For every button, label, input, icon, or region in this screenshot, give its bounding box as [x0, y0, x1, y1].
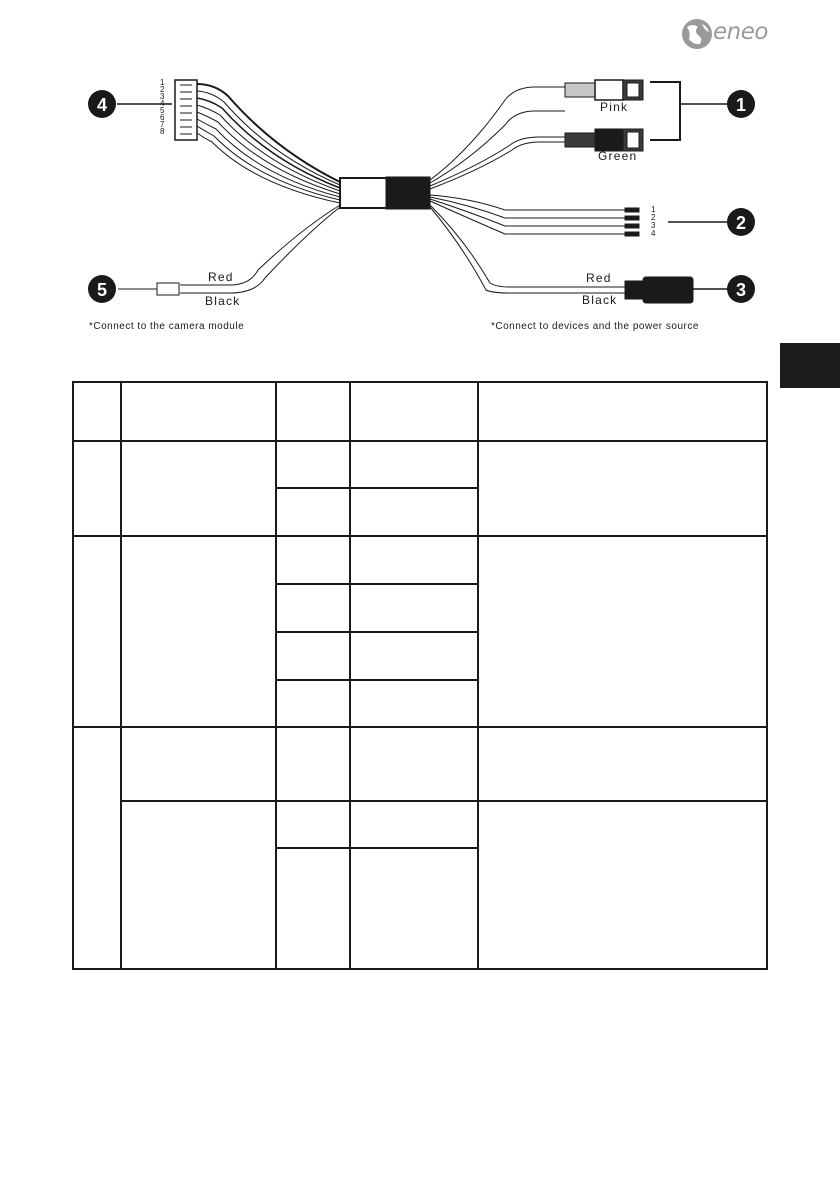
left-pin-label: 6	[160, 113, 165, 122]
callout-1	[727, 90, 755, 118]
table-cell	[478, 727, 767, 801]
table-cell	[121, 801, 276, 969]
left-pin-label: 5	[160, 106, 165, 115]
table-header-row	[73, 382, 767, 441]
module-black-label: Black	[205, 294, 241, 308]
right-pin-label: 4	[651, 229, 656, 238]
green-label: Green	[598, 149, 638, 163]
table-cell	[350, 488, 478, 536]
callout-4-number: 4	[96, 95, 108, 115]
callout-5	[88, 275, 116, 303]
table-cell	[276, 632, 350, 680]
table-cell	[73, 382, 121, 441]
callout-2	[727, 208, 755, 236]
table-row	[73, 801, 767, 848]
cable-junction-black	[386, 177, 430, 209]
left-pin-label: 1	[160, 78, 165, 87]
left-pin-label: 3	[160, 92, 165, 101]
callout-1-number: 1	[735, 95, 747, 115]
table-cell	[350, 727, 478, 801]
table-cell	[478, 382, 767, 441]
callout-3-number: 3	[735, 280, 747, 300]
cable-junction-white	[340, 178, 388, 208]
table-cell	[276, 536, 350, 584]
logo-text: eneo	[713, 19, 768, 45]
table-cell	[276, 584, 350, 632]
table-cell	[121, 536, 276, 727]
module-red-label: Red	[208, 270, 234, 284]
table-cell	[276, 382, 350, 441]
table-cell	[121, 727, 276, 801]
left-pin-label: 8	[160, 127, 165, 136]
power-red-label: Red	[586, 271, 612, 285]
table-cell	[121, 441, 276, 536]
left-pin-label: 4	[160, 99, 165, 108]
table-row	[73, 441, 767, 488]
right-pin-label: 2	[651, 213, 656, 222]
table-cell	[276, 801, 350, 848]
table-cell	[350, 536, 478, 584]
table-cell	[350, 382, 478, 441]
callout-3	[727, 275, 755, 303]
table-cell	[350, 801, 478, 848]
table-cell	[478, 536, 767, 727]
power-source-note: *Connect to devices and the power source	[491, 321, 699, 332]
table-cell	[276, 848, 350, 969]
table-cell	[350, 848, 478, 969]
table-cell	[350, 680, 478, 727]
pink-label: Pink	[600, 100, 629, 114]
table-cell	[276, 680, 350, 727]
table-cell	[276, 441, 350, 488]
eight-pin-connector	[175, 80, 197, 140]
callout-4	[88, 90, 116, 118]
table-row	[73, 727, 767, 801]
left-pin-label: 7	[160, 120, 165, 129]
table-cell	[350, 441, 478, 488]
left-pin-label: 2	[160, 85, 165, 94]
table-cell	[73, 536, 121, 727]
cable-wiring-diagram	[0, 0, 840, 380]
table-cell	[276, 488, 350, 536]
callout-5-number: 5	[96, 280, 108, 300]
table-cell	[276, 727, 350, 801]
right-pin-label: 3	[651, 221, 656, 230]
table-cell	[478, 441, 767, 536]
table-cell	[350, 584, 478, 632]
power-black-label: Black	[582, 293, 618, 307]
table-cell	[121, 382, 276, 441]
connector-spec-table	[72, 381, 768, 970]
table-cell	[478, 801, 767, 969]
table-cell	[350, 632, 478, 680]
table-cell	[73, 441, 121, 536]
camera-module-note: *Connect to the camera module	[89, 321, 245, 332]
table-row	[73, 536, 767, 584]
callout-2-number: 2	[735, 213, 747, 233]
right-pin-label: 1	[651, 205, 656, 214]
table-cell	[73, 727, 121, 969]
